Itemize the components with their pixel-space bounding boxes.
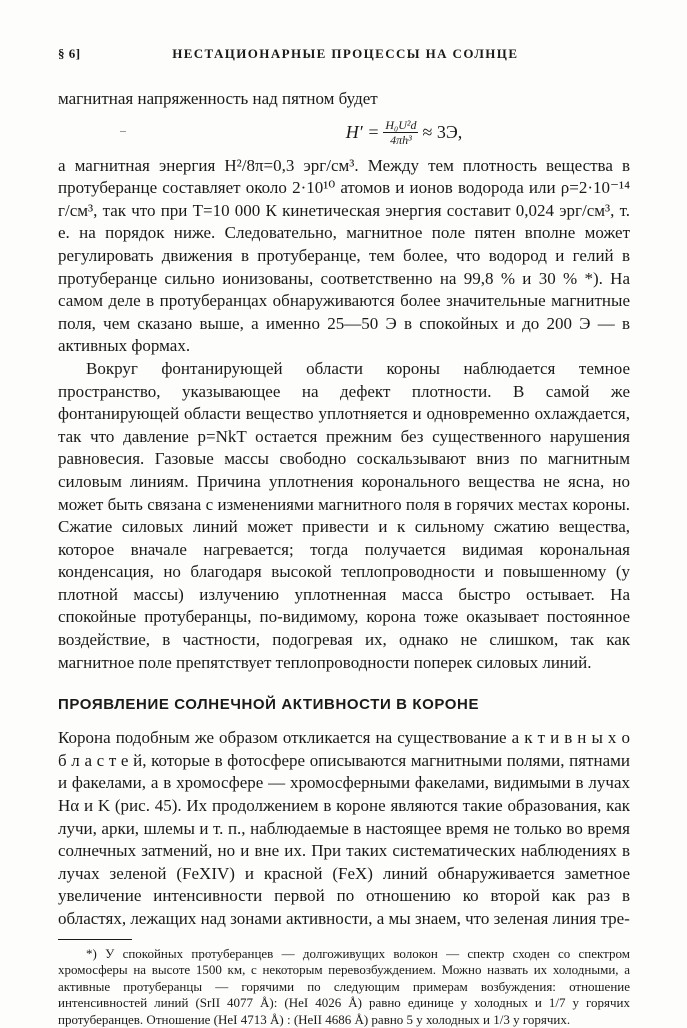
footnote: *) У спокойных протуберанцев — долгоживущих волокон — спектр сходен со спектром хромосферы на высоте 1500 км, с некоторым перевозбуждением. Можно назвать их холодными, а активные протуберанцы — горячими по следующим примерам возбуждения: отношение интенсивностей линий (SrII 4077 Å): (HeI 4026 Å) равно единице у холодных и 1/7 у горячих протуберанцев. Отношение (HeI 4713 Å) : (HeII 4686 Å) равно 5 у холодных и 1/3 у горячих.	[58, 945, 630, 1027]
formula-fraction	[383, 118, 418, 147]
section-number: § 6]	[58, 46, 81, 61]
formula-rhs: ≈ 3Э,	[422, 122, 463, 143]
section-heading: ПРОЯВЛЕНИЕ СОЛНЕЧНОЙ АКТИВНОСТИ В КОРОНЕ	[58, 696, 480, 714]
running-title: НЕСТАЦИОНАРНЫЕ ПРОЦЕССЫ НА СОЛНЦЕ	[172, 46, 519, 61]
paragraph-2: Вокруг фонтанирующей области короны наблюдается темное пространство, указывающее на дефект плотности. В самой же фонтанирующей области вещество уплотняется и одновременно охлаждается, так что давление p=NkT остается прежним без существенного нарушения равновесия. Газовые массы свободно соскальзывают вниз по магнитным силовым линиям. Причина уплотнения коронального вещества не ясна, но может быть связана с изменениями магнитного поля в горячих местах короны. Сжатие силовых линий может привести и к сильному сжатию вещества, которое вначале нагревается; тогда получается видимая корональная конденсация, но благодаря высокой теплопроводности и повышенному (у плотной массы) излучению уплотненная масса быстро остывает. На спокойные протуберанцы, по-видимому, корона тоже оказывает постоянное воздействие, в частности, подогревая их, однако не слишком, так как магнитное поле препятствует теплопроводности поперек силовых линий.	[58, 358, 630, 672]
formula-denominator: 4πh³	[390, 133, 412, 148]
intro-line: магнитная напряженность над пятном будет	[58, 89, 378, 108]
running-header	[58, 46, 630, 64]
formula-lhs: H′ =	[345, 122, 380, 143]
margin-mark	[120, 131, 126, 132]
page	[58, 46, 630, 1028]
paragraph-3: Корона подобным же образом откликается на существование а к т и в н ы х о б л а с т е й, которые в фотосфере описываются магнитными полями, пятнами и факелами, а в хромосфере — хромосферными факелами, видимыми в лучах Hα и K (рис. 45). Их продолжением в короне являются такие образования, как лучи, арки, шлемы и т. п., наблюдаемые в настоящее время не только во время солнечных затмений, но и вне их. При таких систематических наблюдениях в лучах зеленой (FeXIV) и красной (FeX) линий обнаруживается заметное увеличение интенсивности первой по отношению ко второй как раз в областях, лежащих над зонами активности, а мы знаем, что зеленая линия тре-	[58, 728, 630, 928]
formula	[58, 113, 630, 153]
footnote-rule	[58, 939, 132, 940]
formula-numerator: H₀U²d	[385, 118, 417, 133]
paragraph-1: а магнитная энергия H²/8π=0,3 эрг/см³. Между тем плотность вещества в протуберанце составляет около 2·10¹⁰ атомов и ионов водорода или ρ=2·10⁻¹⁴ г/см³, так что при T=10 000 К кинетическая энергия составит 0,024 эрг/см³, т. е. на порядок ниже. Следовательно, магнитное поле пятен вполне может регулировать движения в протуберанце, тем более, что водород и гелий в протуберанце сильно ионизованы, соответственно на 99,8 % и 30 % *). На самом деле в протуберанцах обнаруживаются более значительные магнитные поля, чем сказано выше, а именно 25—50 Э в спокойных и до 200 Э — в активных формах.	[58, 155, 630, 356]
